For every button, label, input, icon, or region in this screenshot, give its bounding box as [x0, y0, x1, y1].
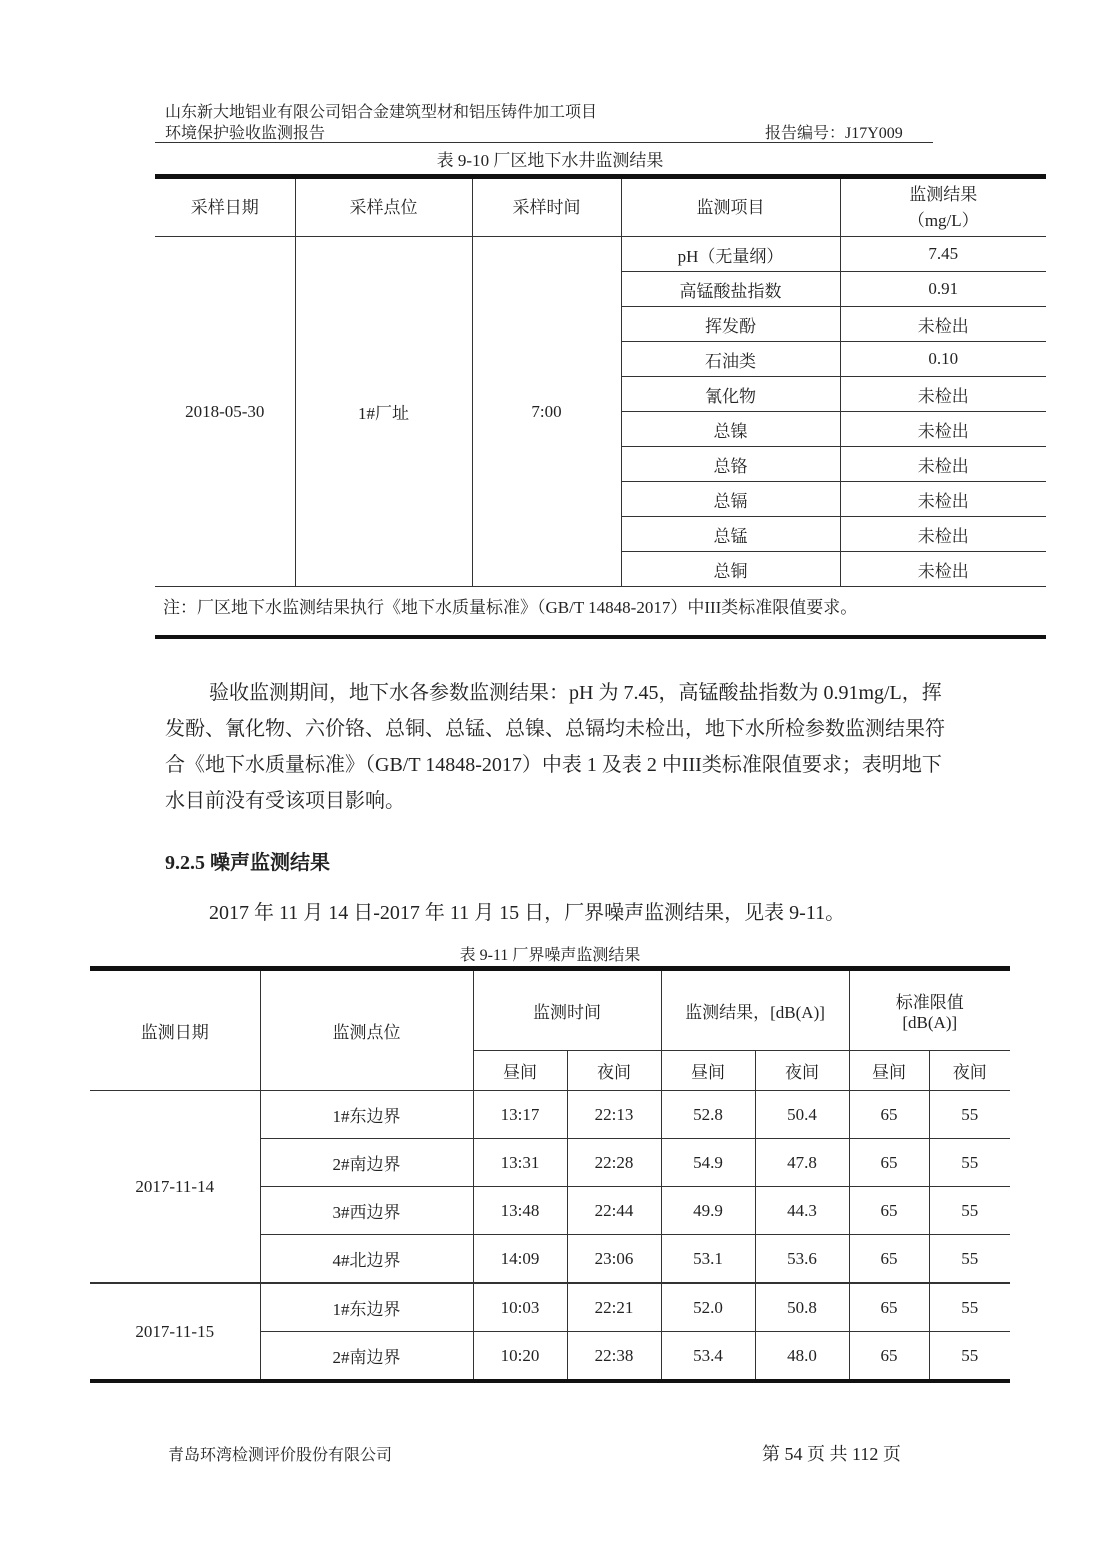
noise-table [90, 966, 1010, 1383]
noise-intro-paragraph: 2017 年 11 月 14 日-2017 年 11 月 15 日，厂界噪声监测结果，见表 9-11。 [209, 902, 846, 924]
result-cell: 未检出 [840, 412, 1046, 447]
result-day-cell: 52.8 [661, 1091, 755, 1139]
header-result-night: 夜间 [755, 1051, 849, 1091]
table-note-row [155, 587, 1046, 627]
result-cell: 未检出 [840, 482, 1046, 517]
limit-night-cell: 55 [929, 1283, 1010, 1332]
result-day-cell: 53.4 [661, 1332, 755, 1382]
header-divider [155, 142, 933, 143]
table-header-row [90, 969, 1010, 1051]
time-day-cell: 10:20 [473, 1332, 567, 1382]
table-row [90, 1091, 1010, 1139]
site-cell: 3#西边界 [260, 1187, 473, 1235]
header-sampling-time: 采样时间 [472, 177, 621, 237]
result-day-cell: 54.9 [661, 1139, 755, 1187]
result-cell: 0.10 [840, 342, 1046, 377]
item-cell: 总镉 [621, 482, 840, 517]
limit-day-cell: 65 [849, 1091, 929, 1139]
time-day-cell: 13:17 [473, 1091, 567, 1139]
item-cell: 总铜 [621, 552, 840, 587]
footer-page-info: 第 54 页 共 112 页 [762, 1444, 901, 1464]
limit-day-cell: 65 [849, 1332, 929, 1382]
result-night-cell: 53.6 [755, 1235, 849, 1284]
table-9-10-caption: 表 9-10 厂区地下水井监测结果 [436, 151, 664, 170]
item-cell: 总铬 [621, 447, 840, 482]
header-report-type: 环境保护验收监测报告 [165, 125, 326, 142]
time-day-cell: 10:03 [473, 1283, 567, 1332]
time-night-cell: 22:28 [567, 1139, 661, 1187]
limit-day-cell: 65 [849, 1139, 929, 1187]
time-night-cell: 22:44 [567, 1187, 661, 1235]
site-cell: 1#东边界 [260, 1283, 473, 1332]
header-site: 监测点位 [260, 969, 473, 1091]
site-cell: 2#南边界 [260, 1332, 473, 1382]
footer-company: 青岛环湾检测评价股份有限公司 [168, 1447, 393, 1464]
table-row [90, 1283, 1010, 1332]
site-cell: 1#东边界 [260, 1091, 473, 1139]
limit-night-cell: 55 [929, 1091, 1010, 1139]
date-cell: 2017-11-15 [90, 1283, 260, 1381]
header-limit-night: 夜间 [929, 1051, 1010, 1091]
item-cell: 石油类 [621, 342, 840, 377]
item-cell: 高锰酸盐指数 [621, 272, 840, 307]
limit-night-cell: 55 [929, 1139, 1010, 1187]
time-day-cell: 13:48 [473, 1187, 567, 1235]
sampling-date-cell: 2018-05-30 [155, 237, 295, 587]
header-project-title: 山东新大地铝业有限公司铝合金建筑型材和铝压铸件加工项目 [165, 104, 598, 121]
table-row [155, 237, 1046, 272]
result-day-cell: 52.0 [661, 1283, 755, 1332]
item-cell: 挥发酚 [621, 307, 840, 342]
time-night-cell: 22:13 [567, 1091, 661, 1139]
time-night-cell: 23:06 [567, 1235, 661, 1284]
header-result-unit: （mg/L） [907, 210, 979, 230]
table-header-row [155, 177, 1046, 237]
header-limit-unit: [dB(A)] [902, 1013, 958, 1032]
site-cell: 4#北边界 [260, 1235, 473, 1284]
limit-night-cell: 55 [929, 1235, 1010, 1284]
section-heading: 9.2.5 噪声监测结果 [165, 852, 330, 874]
time-night-cell: 22:21 [567, 1283, 661, 1332]
result-night-cell: 44.3 [755, 1187, 849, 1235]
result-night-cell: 50.4 [755, 1091, 849, 1139]
result-night-cell: 47.8 [755, 1139, 849, 1187]
result-cell: 未检出 [840, 517, 1046, 552]
result-cell: 未检出 [840, 552, 1046, 587]
limit-night-cell: 55 [929, 1187, 1010, 1235]
header-time-day: 昼间 [473, 1051, 567, 1091]
limit-day-cell: 65 [849, 1283, 929, 1332]
sampling-site-cell: 1#厂址 [295, 237, 472, 587]
header-result-label: 监测结果 [909, 184, 978, 204]
header-result-day: 昼间 [661, 1051, 755, 1091]
result-cell: 7.45 [840, 237, 1046, 272]
header-limit-day: 昼间 [849, 1051, 929, 1091]
table-9-11-caption: 表 9-11 厂界噪声监测结果 [459, 947, 641, 964]
limit-day-cell: 65 [849, 1235, 929, 1284]
header-result: 监测结果，[dB(A)] [661, 969, 849, 1051]
result-night-cell: 48.0 [755, 1332, 849, 1382]
result-cell: 未检出 [840, 377, 1046, 412]
item-cell: 总锰 [621, 517, 840, 552]
header-time: 监测时间 [473, 969, 661, 1051]
header-limit [849, 969, 1010, 1051]
header-time-night: 夜间 [567, 1051, 661, 1091]
header-monitoring-item: 监测项目 [621, 177, 840, 237]
header-limit-label: 标准限值 [895, 993, 964, 1012]
time-day-cell: 13:31 [473, 1139, 567, 1187]
item-cell: pH（无量纲） [621, 237, 840, 272]
item-cell: 氰化物 [621, 377, 840, 412]
limit-night-cell: 55 [929, 1332, 1010, 1382]
result-day-cell: 49.9 [661, 1187, 755, 1235]
table-9-10-bottom-rule [155, 635, 1046, 639]
sampling-time-cell: 7:00 [472, 237, 621, 587]
result-cell: 未检出 [840, 447, 1046, 482]
time-day-cell: 14:09 [473, 1235, 567, 1284]
header-result [840, 177, 1046, 237]
site-cell: 2#南边界 [260, 1139, 473, 1187]
header-sampling-site: 采样点位 [295, 177, 472, 237]
groundwater-table [155, 174, 1046, 626]
result-cell: 0.91 [840, 272, 1046, 307]
time-night-cell: 22:38 [567, 1332, 661, 1382]
limit-day-cell: 65 [849, 1187, 929, 1235]
result-day-cell: 53.1 [661, 1235, 755, 1284]
result-night-cell: 50.8 [755, 1283, 849, 1332]
result-cell: 未检出 [840, 307, 1046, 342]
table-note: 注：厂区地下水监测结果执行《地下水质量标准》（GB/T 14848-2017）中III类标准限值要求。 [155, 587, 1046, 627]
item-cell: 总镍 [621, 412, 840, 447]
date-cell: 2017-11-14 [90, 1091, 260, 1284]
groundwater-summary-paragraph: 验收监测期间，地下水各参数监测结果：pH 为 7.45，高锰酸盐指数为 0.91mg/L，挥发酚、氰化物、六价铬、总铜、总锰、总镍、总镉均未检出，地下水所检参数监测结果符合《地下水质量标准》（GB/T 14848-2017）中表 1 及表 2 中III类标准限值要求；表明地下水目前没有受该项目影响。 [165, 682, 945, 812]
header-date: 监测日期 [90, 969, 260, 1091]
header-sampling-date: 采样日期 [155, 177, 295, 237]
header-report-number: 报告编号：J17Y009 [765, 125, 903, 142]
